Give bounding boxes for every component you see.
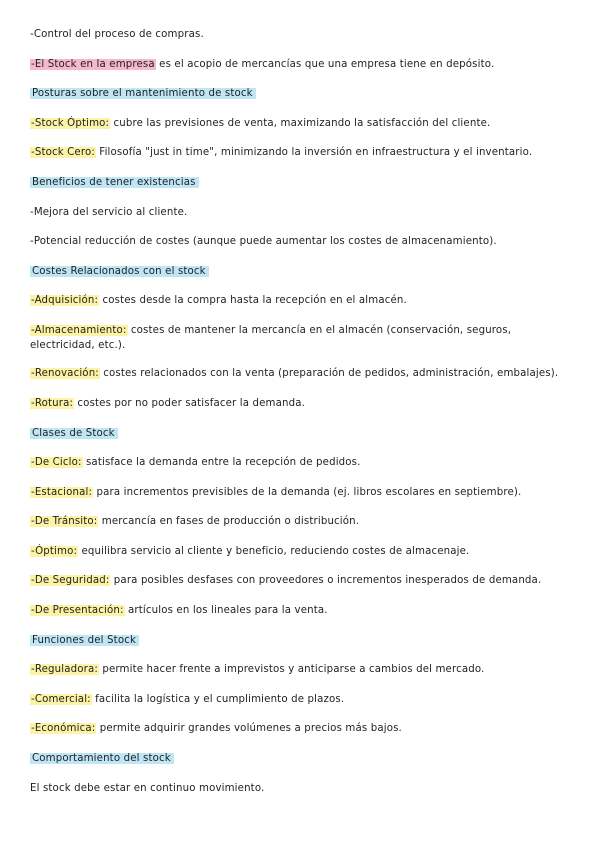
text-line [30,544,572,559]
line-text: artículos en los lineales para la venta. [124,605,328,617]
highlighted-term: -Económica: [31,723,96,735]
highlighted-term: -Comercial: [31,693,91,705]
text-line [30,116,572,131]
line-text: satisface la demanda entre la recepción de pedidos. [82,457,361,469]
line-text: permite adquirir grandes volúmenes a precios más bajos. [96,723,402,735]
heading-text: Clases de Stock [30,428,118,439]
text-line [30,455,572,470]
line-text: costes relacionados con la venta (preparación de pedidos, administración, embalajes). [99,368,559,380]
highlighted-term: -Óptimo: [31,545,78,557]
line-text: costes de mantener la mercancía en el almacén (conservación, seguros, electricidad, etc.). [30,324,512,351]
line-text: permite hacer frente a imprevistos y anticiparse a cambios del mercado. [98,664,485,676]
highlighted-term: -De Tránsito: [31,516,98,528]
highlighted-term: -Reguladora: [31,664,98,676]
text-line [30,721,572,736]
text-line [30,27,572,42]
heading-text: Beneficios de tener existencias [30,177,199,188]
heading-text: Posturas sobre el mantenimiento de stock [30,88,256,99]
highlighted-term: -El Stock en la empresa [31,58,155,70]
highlighted-term: -De Presentación: [31,605,124,617]
line-text: El stock debe estar en continuo movimiento. [30,782,265,794]
heading-text: Costes Relacionados con el stock [30,266,209,277]
line-text: Filosofía "just in time", minimizando la inversión en infraestructura y el inventario. [95,147,533,159]
line-text: equilibra servicio al cliente y beneficio, reduciendo costes de almacenaje. [78,545,470,557]
line-text: para incrementos previsibles de la demanda (ej. libros escolares en septiembre). [93,486,522,498]
text-line [30,396,572,411]
highlighted-term: -Almacenamiento: [31,324,127,336]
text-line [30,603,572,618]
section-heading [30,633,572,648]
line-text: para posibles desfases con proveedores o incrementos inesperados de demanda. [110,575,542,587]
heading-text: Funciones del Stock [30,635,139,646]
highlighted-term: -De Seguridad: [31,575,110,587]
section-heading [30,751,572,766]
line-text: -Mejora del servicio al cliente. [30,206,188,218]
highlighted-term: -Estacional: [31,486,93,498]
highlighted-term: -De Ciclo: [31,457,82,469]
line-text: costes desde la compra hasta la recepción en el almacén. [99,295,407,307]
text-line [30,662,572,677]
text-line [30,293,572,308]
heading-text: Comportamiento del stock [30,753,174,764]
highlighted-term: -Adquisición: [31,295,99,307]
line-text: es el acopio de mercancías que una empresa tiene en depósito. [155,58,495,70]
text-line [30,692,572,707]
section-heading [30,86,572,101]
text-line [30,514,572,529]
text-line [30,485,572,500]
line-text: mercancía en fases de producción o distribución. [98,516,360,528]
highlighted-term: -Renovación: [31,368,99,380]
line-text: cubre las previsiones de venta, maximizando la satisfacción del cliente. [110,117,491,129]
highlighted-term: -Rotura: [31,397,74,409]
text-line [30,573,572,588]
text-line [30,366,572,381]
highlighted-term: -Stock Cero: [31,147,95,159]
section-heading [30,175,572,190]
text-line [30,323,572,353]
line-text: facilita la logística y el cumplimiento de plazos. [91,693,345,705]
line-text: -Potencial reducción de costes (aunque puede aumentar los costes de almacenamiento). [30,236,497,248]
text-line [30,205,572,220]
text-line [30,781,572,796]
highlighted-term: -Stock Óptimo: [31,117,110,129]
line-text: -Control del proceso de compras. [30,29,204,40]
section-heading [30,264,572,279]
text-line [30,57,572,72]
text-line [30,145,572,160]
section-heading [30,426,572,441]
text-line [30,234,572,249]
line-text: costes por no poder satisfacer la demanda. [74,397,306,409]
